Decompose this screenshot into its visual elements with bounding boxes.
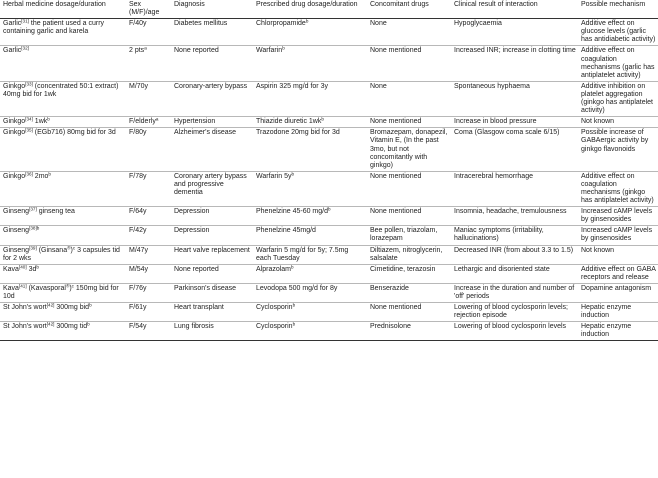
herb-name: St John's wort	[3, 323, 47, 331]
sex-age-value: M/70y	[129, 82, 149, 90]
cell-diagnosis	[171, 81, 253, 116]
cell-herbal-medicine	[0, 171, 126, 206]
cell-herbal-medicine	[0, 207, 126, 226]
cell-prescribed-drug	[253, 171, 367, 206]
cell-herbal-medicine	[0, 81, 126, 116]
mechanism-value: Dopamine antagonism	[581, 284, 652, 292]
drug-value: Phenelzine 45mg/d	[256, 227, 316, 235]
table-row	[0, 207, 658, 226]
drug-value: Levodopa 500 mg/d for 8y	[256, 284, 338, 292]
concomitant-value: None mentioned	[370, 304, 422, 312]
herb-dosage: 3d	[26, 265, 37, 273]
cell-possible-mechanism	[578, 207, 658, 226]
drug-value: Cyclosporin	[256, 323, 293, 331]
footnote-marker: b	[47, 116, 50, 122]
reference-marker: [42]	[46, 302, 55, 308]
cell-herbal-medicine	[0, 117, 126, 128]
cell-clinical-result	[451, 226, 578, 245]
footnote-marker: b	[48, 171, 51, 177]
cell-herbal-medicine	[0, 303, 126, 322]
cell-prescribed-drug	[253, 46, 367, 81]
herb-dosage: ginseng tea	[36, 208, 75, 216]
mechanism-value: Additive effect on coagulation mechanisms (garlic has antiplatelet activity)	[581, 47, 655, 79]
concomitant-value: None mentioned	[370, 118, 422, 126]
drug-value: Warfarin 5 mg/d for 5y; 7.5mg each Tuesday	[256, 246, 349, 262]
result-value: Lethargic and disoriented state	[454, 265, 550, 273]
sex-age-value: F/elderly	[129, 118, 156, 126]
cell-clinical-result	[451, 46, 578, 81]
reference-marker: [39]	[29, 244, 37, 250]
drug-value: Warfarin 5y	[256, 172, 292, 180]
reference-marker: [35]	[25, 127, 33, 133]
mechanism-value: Additive inhibition on platelet aggregation (ginkgo has antiplatelet activity)	[581, 82, 653, 115]
result-value: Increase in the duration and number of 'off' periods	[454, 284, 575, 300]
concomitant-value: None	[370, 82, 387, 90]
cell-possible-mechanism	[578, 245, 658, 264]
herb-dosage: 2mo	[32, 172, 49, 180]
registered-mark: ®	[67, 244, 71, 250]
concomitant-value: Bee pollen, triazolam, lorazepam	[370, 227, 438, 243]
concomitant-value: None	[370, 20, 387, 28]
cell-diagnosis	[171, 207, 253, 226]
diagnosis-value: Heart valve replacement	[174, 246, 250, 254]
header-possible-mechanism: Possible mechanism	[578, 0, 658, 19]
cell-diagnosis	[171, 19, 253, 46]
diagnosis-value: Depression	[174, 227, 210, 235]
drug-value: Aspirin 325 mg/d for 3y	[256, 82, 328, 90]
cell-concomitant-drugs	[367, 81, 451, 116]
cell-herbal-medicine	[0, 19, 126, 46]
reference-marker: [36]	[25, 171, 33, 177]
footnote-marker: c	[71, 283, 74, 289]
cell-sex-age	[126, 128, 171, 171]
footnote-marker: b	[282, 45, 285, 51]
herb-name: Kava	[3, 284, 19, 292]
cell-herbal-medicine	[0, 226, 126, 245]
cell-sex-age	[126, 264, 171, 283]
sex-age-value: F/64y	[129, 208, 147, 216]
footnote-marker: b	[89, 302, 92, 308]
diagnosis-value: Coronary-artery bypass	[174, 82, 248, 90]
cell-diagnosis	[171, 117, 253, 128]
sex-age-value: M/47y	[129, 246, 149, 254]
cell-clinical-result	[451, 207, 578, 226]
footnote-marker: b	[305, 18, 309, 24]
reference-marker: [37]	[29, 206, 37, 212]
drug-value: Chlorpropamide	[256, 20, 306, 28]
herb-name: St John's wort	[3, 304, 47, 312]
table-row	[0, 171, 658, 206]
table-row	[0, 264, 658, 283]
mechanism-value: Additive effect on GABA receptors and release	[581, 265, 656, 281]
cell-sex-age	[126, 81, 171, 116]
cell-concomitant-drugs	[367, 264, 451, 283]
reference-marker: [33]	[25, 81, 33, 87]
table-row	[0, 46, 658, 81]
diagnosis-value: None reported	[174, 47, 219, 55]
cell-concomitant-drugs	[367, 117, 451, 128]
cell-clinical-result	[451, 19, 578, 46]
cell-sex-age	[126, 303, 171, 322]
drug-value: Cyclosporin	[256, 304, 293, 312]
mechanism-value: Additive effect on coagulation mechanisms (ginkgo has antiplatelet activity)	[581, 172, 654, 205]
drug-value: Phenelzine 45-60 mg/d	[256, 208, 328, 216]
cell-possible-mechanism	[578, 128, 658, 171]
footnote-marker: b	[87, 321, 90, 327]
cell-concomitant-drugs	[367, 245, 451, 264]
cell-prescribed-drug	[253, 283, 367, 302]
header-concomitant-drugs: Concomitant drugs	[367, 0, 451, 19]
reference-marker: [38]	[29, 225, 37, 231]
mechanism-value: Increased cAMP levels by ginsenosides	[581, 208, 653, 224]
cell-concomitant-drugs	[367, 207, 451, 226]
cell-sex-age	[126, 117, 171, 128]
cell-diagnosis	[171, 46, 253, 81]
cell-herbal-medicine	[0, 264, 126, 283]
footnote-marker: b	[36, 225, 40, 231]
cell-concomitant-drugs	[367, 283, 451, 302]
table-row	[0, 322, 658, 341]
header-sex-age: Sex (M/F)/age	[126, 0, 171, 19]
result-value: Coma (Glasgow coma scale 6/15)	[454, 129, 560, 137]
cell-possible-mechanism	[578, 117, 658, 128]
herb-name: Ginseng	[3, 246, 30, 254]
cell-concomitant-drugs	[367, 19, 451, 46]
cell-clinical-result	[451, 322, 578, 341]
cell-clinical-result	[451, 81, 578, 116]
herb-name: Kava	[3, 265, 19, 273]
reference-marker: [32]	[21, 45, 29, 51]
cell-concomitant-drugs	[367, 46, 451, 81]
table-row	[0, 19, 658, 46]
cell-herbal-medicine	[0, 283, 126, 302]
table-row	[0, 128, 658, 171]
mechanism-value: Increased cAMP levels by ginsenosides	[581, 227, 653, 243]
cell-sex-age	[126, 19, 171, 46]
result-value: Lowering of blood cyclosporin levels	[454, 323, 567, 331]
result-value: Insomnia, headache, tremulousness	[454, 208, 567, 216]
table-body	[0, 19, 658, 341]
cell-possible-mechanism	[578, 226, 658, 245]
herb-name: Ginseng	[3, 208, 30, 216]
herb-name: Ginkgo	[3, 118, 26, 126]
cell-possible-mechanism	[578, 81, 658, 116]
footnote-marker: a	[155, 116, 159, 122]
cell-clinical-result	[451, 171, 578, 206]
concomitant-value: Bromazepam, donapezil, Vitamin E, (In the past 3mo, but not concomitantly with ginkgo)	[370, 129, 448, 169]
cell-prescribed-drug	[253, 128, 367, 171]
mechanism-value: Possible increase of GABAergic activity by ginkgo flavonoids	[581, 129, 649, 153]
cell-clinical-result	[451, 117, 578, 128]
cell-diagnosis	[171, 128, 253, 171]
cell-concomitant-drugs	[367, 322, 451, 341]
footnote-marker: c	[72, 244, 76, 250]
footnote-marker: b	[328, 206, 331, 212]
result-value: Maniac symptoms (irritability, hallucinations)	[454, 227, 544, 243]
cell-herbal-medicine	[0, 322, 126, 341]
cell-prescribed-drug	[253, 245, 367, 264]
cell-concomitant-drugs	[367, 226, 451, 245]
result-value: Hypoglycaemia	[454, 20, 502, 28]
table-row	[0, 303, 658, 322]
registered-mark: ®	[65, 283, 70, 289]
footnote-marker: b	[292, 321, 296, 327]
table-row	[0, 245, 658, 264]
sex-age-value: F/61y	[129, 304, 147, 312]
concomitant-value: None mentioned	[370, 208, 422, 216]
footnote-marker: b	[292, 302, 296, 308]
cell-sex-age	[126, 245, 171, 264]
reference-marker: [40]	[18, 264, 27, 270]
cell-diagnosis	[171, 171, 253, 206]
diagnosis-value: Coronary artery bypass and progressive dementia	[174, 172, 247, 196]
cell-sex-age	[126, 283, 171, 302]
table-header-row	[0, 0, 658, 19]
cell-prescribed-drug	[253, 117, 367, 128]
herb-name: Ginseng	[3, 227, 30, 235]
cell-possible-mechanism	[578, 19, 658, 46]
herb-dosage: 300mg bid	[54, 304, 90, 312]
reference-marker: [41]	[18, 283, 27, 289]
mechanism-value: Hepatic enzyme induction	[581, 323, 632, 339]
cell-prescribed-drug	[253, 264, 367, 283]
reference-marker: [34]	[25, 116, 33, 122]
cell-sex-age	[126, 171, 171, 206]
diagnosis-value: Alzheimer's disease	[174, 129, 237, 137]
cell-herbal-medicine	[0, 128, 126, 171]
cell-prescribed-drug	[253, 226, 367, 245]
cell-possible-mechanism	[578, 303, 658, 322]
footnote-marker: b	[36, 264, 39, 270]
herb-dosage: the patient used a curry containing garlic and karela	[3, 20, 105, 36]
concomitant-value: Prednisolone	[370, 323, 411, 331]
cell-prescribed-drug	[253, 303, 367, 322]
diagnosis-value: Parkinson's disease	[174, 284, 237, 292]
result-value: Lowering of blood cyclosporin levels; rejection episode	[454, 304, 569, 320]
sex-age-value: F/76y	[129, 284, 147, 292]
cell-concomitant-drugs	[367, 171, 451, 206]
sex-age-value: F/40y	[129, 20, 147, 28]
cell-herbal-medicine	[0, 245, 126, 264]
drug-value: Thiazide diuretic 1wk	[256, 118, 322, 126]
herb-name: Ginkgo	[3, 82, 26, 90]
diagnosis-value: Hypertension	[174, 118, 216, 126]
footnote-marker: b	[321, 116, 324, 122]
herb-name: Garlic	[3, 47, 22, 55]
cell-clinical-result	[451, 245, 578, 264]
cell-prescribed-drug	[253, 81, 367, 116]
header-diagnosis: Diagnosis	[171, 0, 253, 19]
table-row	[0, 81, 658, 116]
cell-possible-mechanism	[578, 322, 658, 341]
cell-diagnosis	[171, 322, 253, 341]
table-row	[0, 283, 658, 302]
footnote-marker: b	[291, 171, 295, 177]
result-value: Increased INR; increase in clotting time	[454, 47, 576, 55]
cell-diagnosis	[171, 303, 253, 322]
diagnosis-value: Lung fibrosis	[174, 323, 214, 331]
herb-dosage: (EGb716) 80mg bid for 3d	[32, 129, 116, 137]
cell-clinical-result	[451, 283, 578, 302]
sex-age-value: M/54y	[129, 265, 149, 273]
reference-marker: [42]	[46, 321, 55, 327]
concomitant-value: None mentioned	[370, 47, 422, 55]
cell-diagnosis	[171, 226, 253, 245]
herb-dosage: 300mg tid	[54, 323, 88, 331]
sex-age-value: 2 pts	[129, 47, 145, 55]
cell-possible-mechanism	[578, 171, 658, 206]
footnote-marker: a	[144, 45, 147, 51]
herb-dosage: )	[69, 284, 72, 292]
cell-clinical-result	[451, 264, 578, 283]
mechanism-value: Additive effect on glucose levels (garlic has antidiabetic activity)	[581, 20, 656, 44]
cell-possible-mechanism	[578, 283, 658, 302]
diagnosis-value: None reported	[174, 265, 219, 273]
cell-prescribed-drug	[253, 207, 367, 226]
mechanism-value: Hepatic enzyme induction	[581, 304, 632, 320]
sex-age-value: F/80y	[129, 129, 147, 137]
cell-possible-mechanism	[578, 264, 658, 283]
cell-possible-mechanism	[578, 46, 658, 81]
diagnosis-value: Diabetes mellitus	[174, 20, 228, 28]
header-prescribed-drug: Prescribed drug dosage/duration	[253, 0, 367, 19]
mechanism-value: Not known	[581, 118, 615, 126]
drug-value: Alprazolam	[256, 265, 292, 273]
footnote-marker: b	[291, 264, 294, 270]
herb-dosage: (concentrated 50:1 extract) 40mg bid for 1wk	[3, 82, 119, 98]
header-clinical-result: Clinical result of interaction	[451, 0, 578, 19]
sex-age-value: F/78y	[129, 172, 147, 180]
herb-name: Ginkgo	[3, 129, 26, 137]
cell-sex-age	[126, 322, 171, 341]
concomitant-value: None mentioned	[370, 172, 422, 180]
herb-dosage: 1wk	[32, 118, 48, 126]
table-row	[0, 226, 658, 245]
herb-name: Ginkgo	[3, 172, 26, 180]
concomitant-value: Diltiazem, nitroglycerin, salsalate	[370, 246, 443, 262]
drug-value: Trazodone 20mg bid for 3d	[256, 129, 340, 137]
cell-clinical-result	[451, 128, 578, 171]
herb-dosage: )	[70, 246, 73, 254]
concomitant-value: Cimetidine, terazosin	[370, 265, 436, 273]
herb-dosage: (Ginsana	[36, 246, 68, 254]
diagnosis-value: Depression	[174, 208, 210, 216]
result-value: Intracerebral hemorrhage	[454, 172, 533, 180]
mechanism-value: Not known	[581, 246, 615, 254]
herb-dosage: (Kavasporal	[26, 284, 66, 292]
sex-age-value: F/54y	[129, 323, 147, 331]
reference-marker: [31]	[21, 18, 29, 24]
header-herbal-medicine: Herbal medicine dosage/duration	[0, 0, 126, 19]
cell-herbal-medicine	[0, 46, 126, 81]
diagnosis-value: Heart transplant	[174, 304, 224, 312]
result-value: Increase in blood pressure	[454, 118, 537, 126]
cell-concomitant-drugs	[367, 303, 451, 322]
result-value: Decreased INR (from about 3.3 to 1.5)	[454, 246, 574, 254]
drug-value: Warfarin	[256, 47, 283, 55]
cell-diagnosis	[171, 264, 253, 283]
herb-dosage: 150mg bid for 10d	[3, 284, 119, 300]
table-row	[0, 117, 658, 128]
result-value: Spontaneous hyphaema	[454, 82, 530, 90]
herb-dosage: 3 capsules tid for 2 wks	[3, 246, 120, 262]
sex-age-value: F/42y	[129, 227, 147, 235]
cell-prescribed-drug	[253, 19, 367, 46]
cell-sex-age	[126, 226, 171, 245]
cell-sex-age	[126, 46, 171, 81]
herb-name: Garlic	[3, 20, 22, 28]
cell-diagnosis	[171, 245, 253, 264]
cell-diagnosis	[171, 283, 253, 302]
cell-prescribed-drug	[253, 322, 367, 341]
concomitant-value: Benserazide	[370, 284, 409, 292]
cell-sex-age	[126, 207, 171, 226]
cell-clinical-result	[451, 303, 578, 322]
cell-concomitant-drugs	[367, 128, 451, 171]
